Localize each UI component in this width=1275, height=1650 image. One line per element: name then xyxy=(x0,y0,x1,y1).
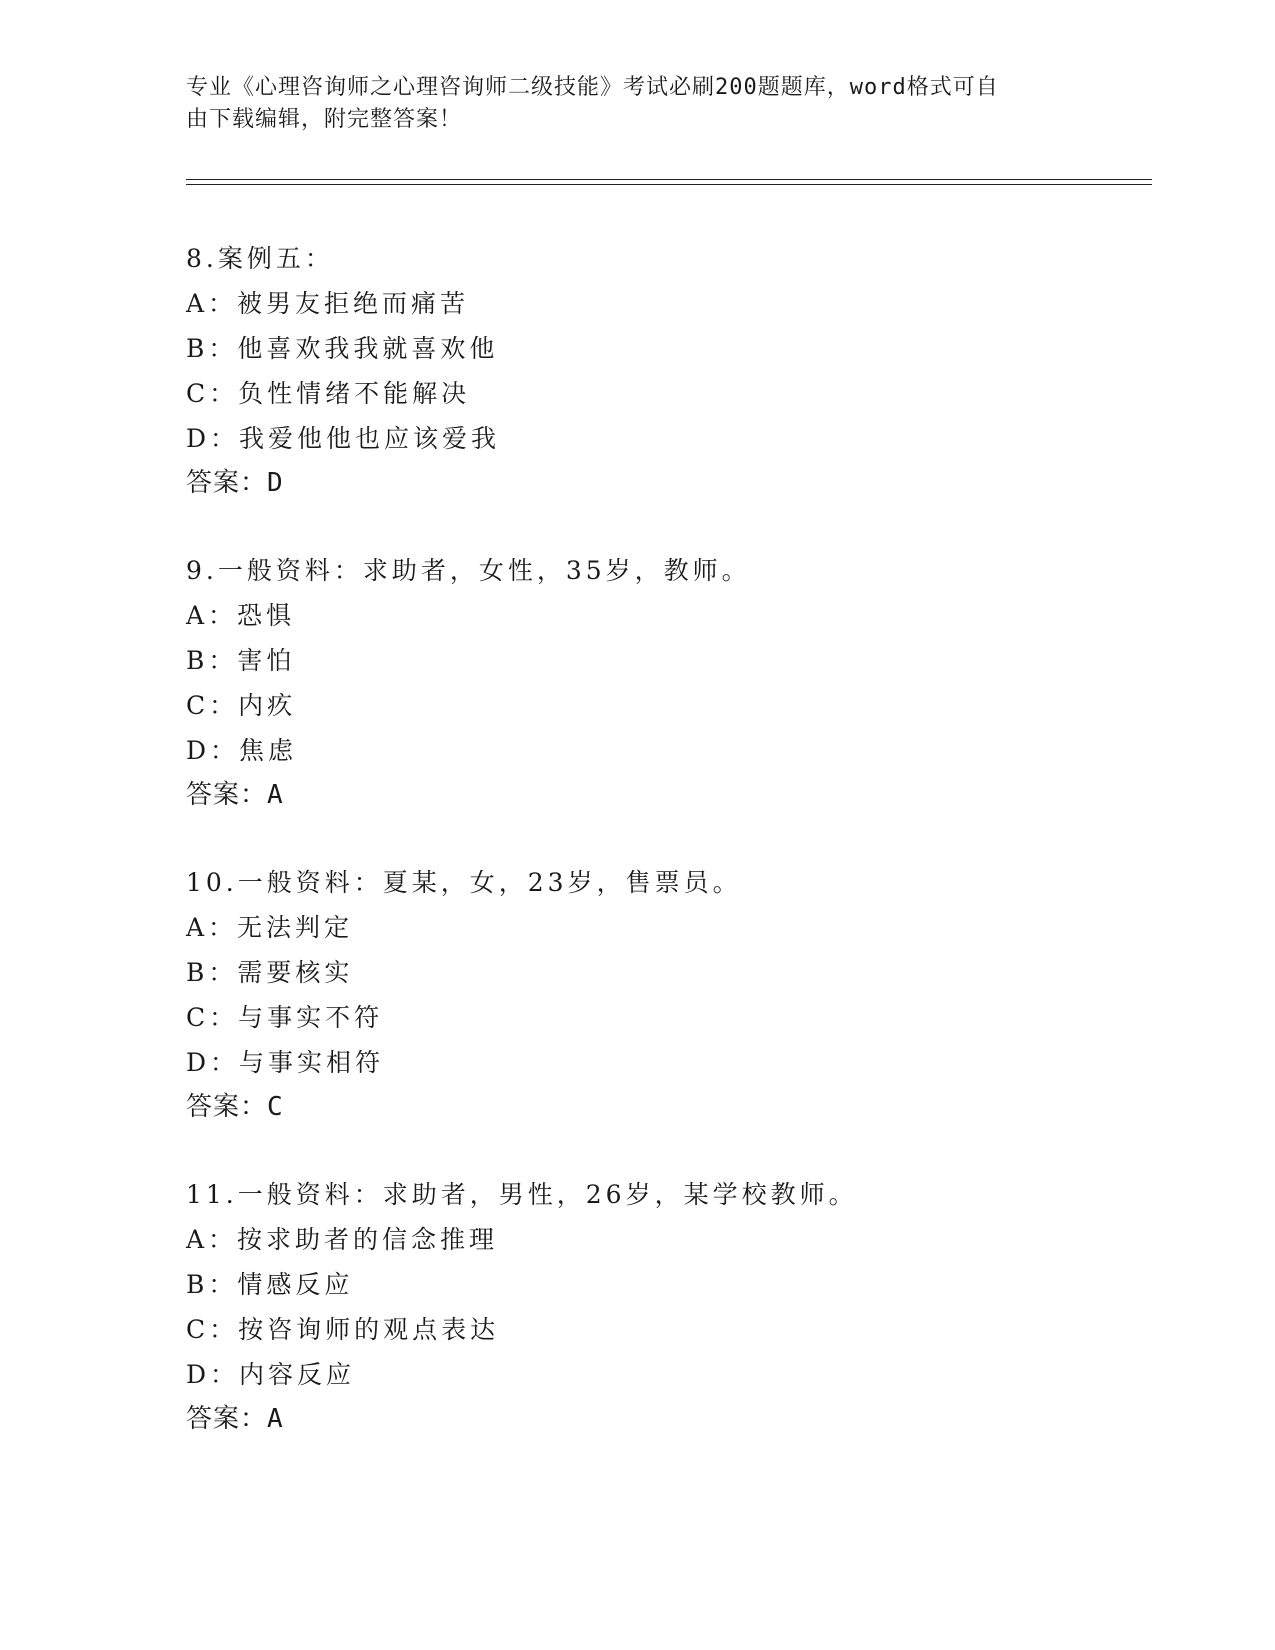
answer-line: 答案：A xyxy=(186,1404,284,1434)
question-stem: 11.一般资料：求助者，男性，26岁，某学校教师。 xyxy=(186,1180,858,1209)
header-divider-top xyxy=(186,179,1152,180)
option-d: D：与事实相符 xyxy=(186,1048,385,1077)
question-8 xyxy=(186,236,1136,506)
option-a: A：无法判定 xyxy=(186,913,354,942)
question-stem: 9.一般资料：求助者，女性，35岁，教师。 xyxy=(186,556,751,585)
option-b: B：害怕 xyxy=(186,646,296,675)
question-stem: 8.案例五： xyxy=(186,244,334,273)
header-divider-bottom xyxy=(186,184,1152,185)
option-c: C：负性情绪不能解决 xyxy=(186,379,471,408)
option-c: C：与事实不符 xyxy=(186,1003,384,1032)
document-header xyxy=(186,72,1066,136)
option-b: B：他喜欢我我就喜欢他 xyxy=(186,334,499,363)
option-b: B：情感反应 xyxy=(186,1270,354,1299)
header-line-2: 由下载编辑，附完整答案！ xyxy=(186,107,463,132)
answer-line: 答案：A xyxy=(186,780,284,810)
question-list xyxy=(186,236,1136,1484)
option-b: B：需要核实 xyxy=(186,958,354,987)
option-a: A：按求助者的信念推理 xyxy=(186,1225,499,1254)
answer-line: 答案：D xyxy=(186,468,284,498)
answer-line: 答案：C xyxy=(186,1092,284,1122)
option-d: D：我爱他他也应该爱我 xyxy=(186,424,501,453)
question-9 xyxy=(186,548,1136,818)
option-c: C：按咨询师的观点表达 xyxy=(186,1315,500,1344)
option-d: D：焦虑 xyxy=(186,736,298,765)
option-a: A：被男友拒绝而痛苦 xyxy=(186,289,470,318)
option-c: C：内疚 xyxy=(186,691,297,720)
option-a: A：恐惧 xyxy=(186,601,296,630)
question-stem: 10.一般资料：夏某，女，23岁，售票员。 xyxy=(186,868,742,897)
option-d: D：内容反应 xyxy=(186,1360,356,1389)
question-11 xyxy=(186,1172,1136,1442)
header-line-1: 专业《心理咨询师之心理咨询师二级技能》考试必刷200题题库，word格式可自 xyxy=(186,75,999,100)
question-10 xyxy=(186,860,1136,1130)
